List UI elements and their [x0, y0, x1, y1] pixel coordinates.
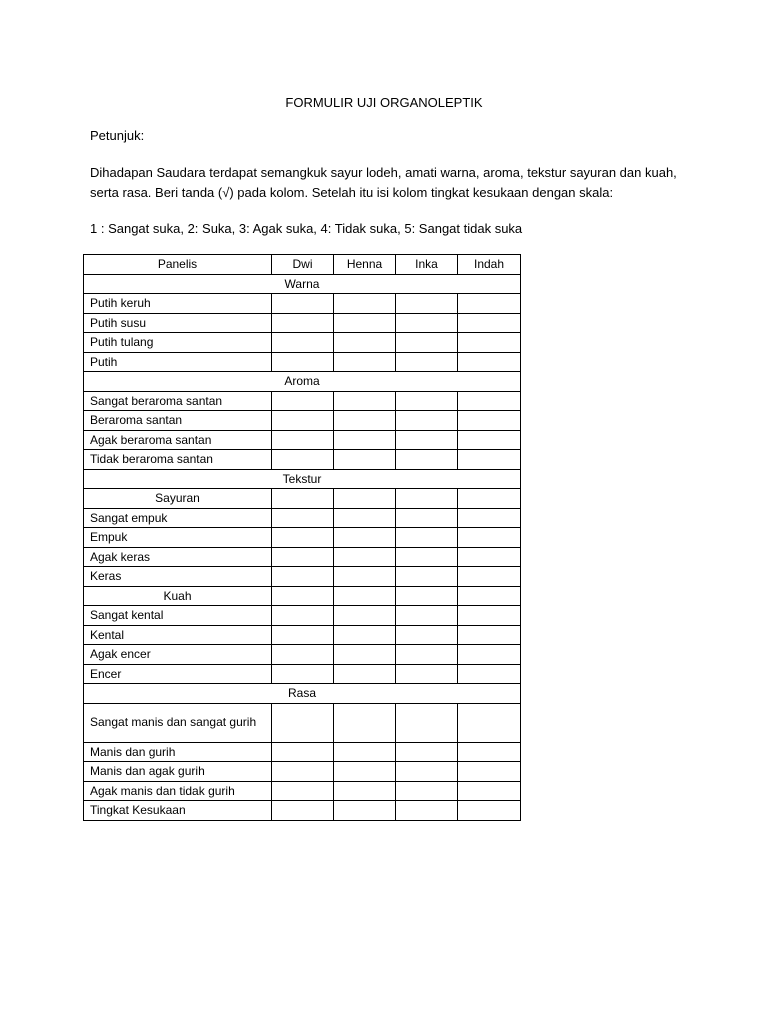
mark-cell[interactable] — [272, 391, 334, 411]
mark-cell[interactable] — [396, 333, 458, 353]
mark-cell[interactable] — [272, 313, 334, 333]
mark-cell[interactable] — [272, 430, 334, 450]
mark-cell[interactable] — [334, 547, 396, 567]
header-panelist-henna: Henna — [334, 255, 396, 275]
mark-cell[interactable] — [458, 664, 521, 684]
mark-cell[interactable] — [272, 333, 334, 353]
mark-cell[interactable] — [458, 508, 521, 528]
attribute-label: Kental — [84, 625, 272, 645]
mark-cell[interactable] — [396, 645, 458, 665]
table-row — [84, 313, 521, 333]
mark-cell[interactable] — [334, 567, 396, 587]
mark-cell[interactable] — [396, 411, 458, 431]
mark-cell[interactable] — [458, 762, 521, 782]
mark-cell[interactable] — [396, 508, 458, 528]
mark-cell[interactable] — [272, 567, 334, 587]
mark-cell[interactable] — [458, 801, 521, 821]
table-row — [84, 411, 521, 431]
table-row — [84, 645, 521, 665]
mark-cell[interactable] — [334, 645, 396, 665]
attribute-label: Putih susu — [84, 313, 272, 333]
mark-cell[interactable] — [396, 781, 458, 801]
attribute-label: Putih tulang — [84, 333, 272, 353]
mark-cell[interactable] — [272, 606, 334, 626]
subsection-row — [84, 489, 521, 509]
mark-cell[interactable] — [272, 547, 334, 567]
table-row — [84, 801, 521, 821]
table-row — [84, 391, 521, 411]
table-row — [84, 703, 521, 742]
table-row — [84, 625, 521, 645]
table-row — [84, 352, 521, 372]
mark-cell[interactable] — [272, 586, 334, 606]
mark-cell[interactable] — [272, 294, 334, 314]
mark-cell[interactable] — [458, 645, 521, 665]
mark-cell[interactable] — [334, 352, 396, 372]
mark-cell[interactable] — [396, 352, 458, 372]
table-row — [84, 430, 521, 450]
mark-cell[interactable] — [272, 781, 334, 801]
attribute-label: Sangat beraroma santan — [84, 391, 272, 411]
mark-cell[interactable] — [458, 742, 521, 762]
subsection-label: Kuah — [84, 586, 272, 606]
table-row — [84, 762, 521, 782]
mark-cell[interactable] — [334, 430, 396, 450]
mark-cell[interactable] — [334, 781, 396, 801]
attribute-label: Encer — [84, 664, 272, 684]
mark-cell[interactable] — [334, 489, 396, 509]
attribute-label: Sangat empuk — [84, 508, 272, 528]
mark-cell[interactable] — [458, 411, 521, 431]
mark-cell[interactable] — [272, 489, 334, 509]
mark-cell[interactable] — [334, 294, 396, 314]
mark-cell[interactable] — [272, 742, 334, 762]
header-panelist-inka: Inka — [396, 255, 458, 275]
subsection-label: Sayuran — [84, 489, 272, 509]
attribute-label: Sangat kental — [84, 606, 272, 626]
mark-cell[interactable] — [458, 391, 521, 411]
mark-cell[interactable] — [334, 703, 396, 742]
mark-cell[interactable] — [396, 703, 458, 742]
scale-text: 1 : Sangat suka, 2: Suka, 3: Agak suka, 4: Tidak suka, 5: Sangat tidak suka — [90, 221, 523, 236]
attribute-label: Empuk — [84, 528, 272, 548]
table-row — [84, 606, 521, 626]
mark-cell[interactable] — [396, 762, 458, 782]
section-row — [84, 372, 521, 392]
mark-cell[interactable] — [396, 625, 458, 645]
mark-cell[interactable] — [396, 430, 458, 450]
section-label: Warna — [84, 274, 521, 294]
mark-cell[interactable] — [396, 547, 458, 567]
mark-cell[interactable] — [334, 742, 396, 762]
mark-cell[interactable] — [272, 352, 334, 372]
table-row — [84, 742, 521, 762]
subsection-row — [84, 586, 521, 606]
mark-cell[interactable] — [396, 489, 458, 509]
attribute-label: Sangat manis dan sangat gurih — [84, 703, 272, 742]
mark-cell[interactable] — [458, 352, 521, 372]
mark-cell[interactable] — [396, 586, 458, 606]
instructions-label: Petunjuk: — [90, 128, 145, 143]
mark-cell[interactable] — [272, 645, 334, 665]
mark-cell[interactable] — [458, 781, 521, 801]
mark-cell[interactable] — [458, 567, 521, 587]
attribute-label: Keras — [84, 567, 272, 587]
section-label: Tekstur — [84, 469, 521, 489]
mark-cell[interactable] — [272, 450, 334, 470]
mark-cell[interactable] — [458, 547, 521, 567]
table-row — [84, 567, 521, 587]
mark-cell[interactable] — [334, 586, 396, 606]
section-label: Aroma — [84, 372, 521, 392]
header-panelist-dwi: Dwi — [272, 255, 334, 275]
mark-cell[interactable] — [334, 391, 396, 411]
table-row — [84, 528, 521, 548]
mark-cell[interactable] — [458, 294, 521, 314]
mark-cell[interactable] — [396, 742, 458, 762]
mark-cell[interactable] — [396, 528, 458, 548]
mark-cell[interactable] — [458, 450, 521, 470]
table-row — [84, 547, 521, 567]
table-row — [84, 450, 521, 470]
mark-cell[interactable] — [272, 411, 334, 431]
table-row — [84, 294, 521, 314]
mark-cell[interactable] — [458, 489, 521, 509]
attribute-label: Beraroma santan — [84, 411, 272, 431]
mark-cell[interactable] — [334, 411, 396, 431]
attribute-label: Putih — [84, 352, 272, 372]
mark-cell[interactable] — [396, 606, 458, 626]
mark-cell[interactable] — [396, 450, 458, 470]
mark-cell[interactable] — [334, 333, 396, 353]
table-row — [84, 508, 521, 528]
mark-cell[interactable] — [334, 762, 396, 782]
mark-cell[interactable] — [458, 430, 521, 450]
table-row — [84, 333, 521, 353]
mark-cell[interactable] — [272, 801, 334, 821]
header-panelist-indah: Indah — [458, 255, 521, 275]
mark-cell[interactable] — [272, 703, 334, 742]
attribute-label: Manis dan gurih — [84, 742, 272, 762]
mark-cell[interactable] — [334, 450, 396, 470]
organoleptic-table — [83, 254, 521, 821]
attribute-label: Agak manis dan tidak gurih — [84, 781, 272, 801]
instructions-text: Dihadapan Saudara terdapat semangkuk sayur lodeh, amati warna, aroma, tekstur sayuran dan kuah, serta rasa. Beri tanda (√) pada kolom. Setelah itu isi kolom tingkat kesukaan dengan skala: — [90, 165, 677, 200]
mark-cell[interactable] — [458, 625, 521, 645]
mark-cell[interactable] — [272, 762, 334, 782]
mark-cell[interactable] — [272, 528, 334, 548]
attribute-label: Agak beraroma santan — [84, 430, 272, 450]
mark-cell[interactable] — [334, 606, 396, 626]
mark-cell[interactable] — [334, 801, 396, 821]
attribute-label: Agak keras — [84, 547, 272, 567]
mark-cell[interactable] — [272, 508, 334, 528]
attribute-label: Tidak beraroma santan — [84, 450, 272, 470]
section-row — [84, 274, 521, 294]
mark-cell[interactable] — [334, 664, 396, 684]
table-header-row — [84, 255, 521, 275]
mark-cell[interactable] — [458, 528, 521, 548]
attribute-label: Manis dan agak gurih — [84, 762, 272, 782]
mark-cell[interactable] — [396, 294, 458, 314]
mark-cell[interactable] — [458, 586, 521, 606]
mark-cell[interactable] — [458, 333, 521, 353]
section-label: Rasa — [84, 684, 521, 704]
attribute-label: Agak encer — [84, 645, 272, 665]
mark-cell[interactable] — [334, 508, 396, 528]
mark-cell[interactable] — [334, 625, 396, 645]
mark-cell[interactable] — [396, 664, 458, 684]
mark-cell[interactable] — [272, 625, 334, 645]
mark-cell[interactable] — [334, 313, 396, 333]
section-row — [84, 469, 521, 489]
mark-cell[interactable] — [396, 567, 458, 587]
attribute-label: Tingkat Kesukaan — [84, 801, 272, 821]
mark-cell[interactable] — [272, 664, 334, 684]
mark-cell[interactable] — [458, 606, 521, 626]
mark-cell[interactable] — [458, 703, 521, 742]
mark-cell[interactable] — [334, 528, 396, 548]
document-title: FORMULIR UJI ORGANOLEPTIK — [285, 95, 483, 110]
table-row — [84, 781, 521, 801]
mark-cell[interactable] — [396, 801, 458, 821]
table-body — [84, 274, 521, 820]
mark-cell[interactable] — [458, 313, 521, 333]
attribute-label: Putih keruh — [84, 294, 272, 314]
mark-cell[interactable] — [396, 313, 458, 333]
section-row — [84, 684, 521, 704]
table-row — [84, 664, 521, 684]
mark-cell[interactable] — [396, 391, 458, 411]
header-panelis: Panelis — [84, 255, 272, 275]
